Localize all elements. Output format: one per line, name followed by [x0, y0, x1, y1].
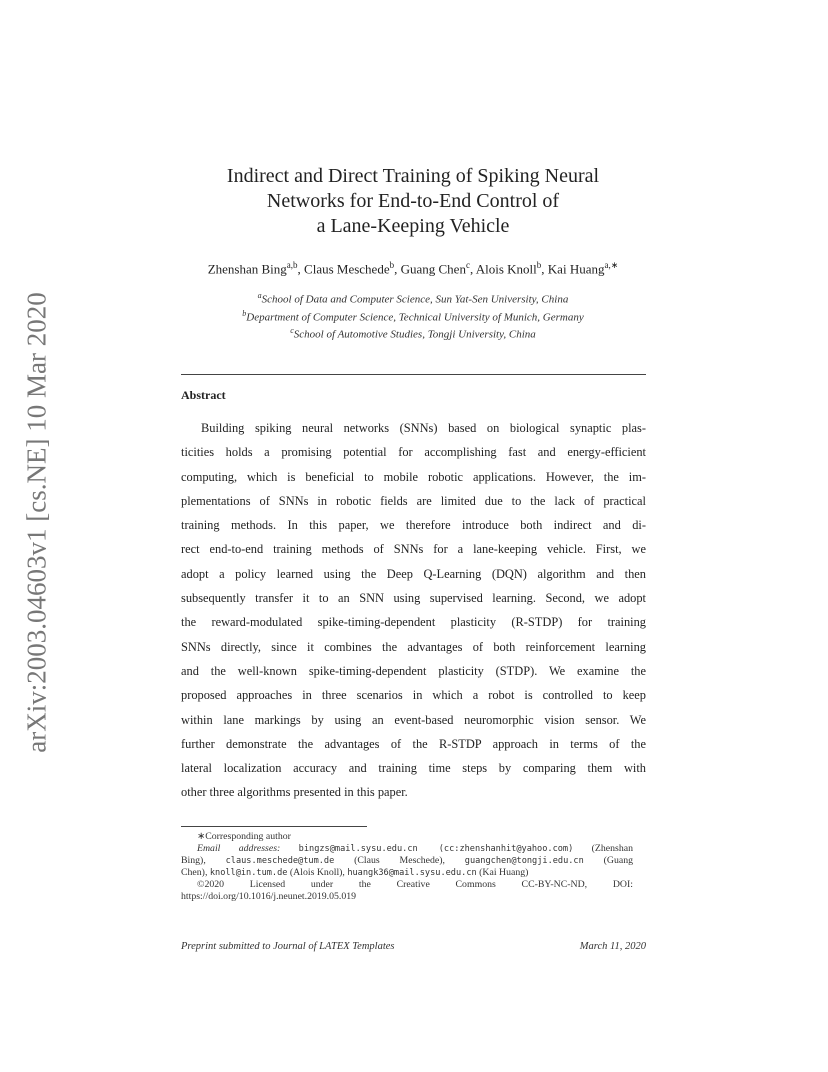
author-name: Kai Huang [547, 261, 605, 277]
email-line [181, 867, 633, 879]
email-owner: (Guang [583, 855, 633, 866]
email-line [181, 843, 633, 855]
footer-date: March 11, 2020 [579, 941, 646, 952]
abstract-line: rect end-to-end training methods of SNNs for a lane-keeping vehicle. First, we [181, 542, 646, 557]
title-line: Networks for End-to-End Control of [266, 190, 560, 212]
email-owner: (Claus Meschede), [334, 855, 465, 866]
abstract-line: SNNs directly, since it combines the advantages of both reinforcement learning [181, 639, 646, 654]
author-name: Claus Meschede [304, 261, 390, 277]
email-owner: Bing), [181, 855, 226, 866]
footnote-rule [181, 826, 367, 827]
affiliation-mark: a [257, 291, 262, 300]
affiliation [180, 289, 646, 307]
author-name: Guang Chen [400, 261, 466, 277]
abstract-line: proposed approaches in three scenarios in which a robot is controlled to keep [181, 688, 646, 703]
email-label: Email addresses: [197, 843, 281, 854]
paper-title [180, 164, 646, 239]
corresponding-author-note: ∗Corresponding author [197, 831, 291, 842]
email-owner: (Zhenshan [573, 843, 633, 854]
affiliation-text: School of Automotive Studies, Tongji University, China [293, 328, 536, 341]
page-footer [181, 941, 646, 952]
footnotes [181, 831, 633, 903]
affiliation [180, 324, 646, 342]
author-separator: , [541, 261, 548, 277]
abstract-line: Building spiking neural networks (SNNs) based on biological synaptic plas- [201, 421, 646, 435]
email-owner: Chen), [181, 867, 210, 878]
email-address[interactable]: claus.meschede@tum.de [225, 856, 335, 866]
abstract-line: subsequently transfer it to an SNN using supervised learning. Second, we adopt [181, 591, 646, 606]
affiliation-mark: c [290, 326, 294, 336]
author-affil-mark: a,b [286, 260, 298, 270]
author-separator: , [394, 261, 401, 277]
author-affil-mark: b [389, 260, 395, 270]
abstract-body [181, 416, 646, 805]
email-line [181, 855, 633, 867]
author-name: Alois Knoll [475, 261, 537, 277]
affiliation [180, 307, 646, 325]
affiliation-list [180, 289, 646, 342]
affiliation-mark: b [242, 308, 247, 318]
arxiv-side-identifier [4, 285, 70, 760]
abstract-line: ticities holds a promising potential for accomplishing fast and energy-efficient [181, 445, 646, 460]
title-line: a Lane-Keeping Vehicle [316, 215, 510, 237]
abstract-heading: Abstract [181, 388, 226, 402]
email-address[interactable]: huangk36@mail.sysu.edu.cn [347, 868, 477, 878]
abstract-line: adopt a policy learned using the Deep Q-Learning (DQN) algorithm and then [181, 566, 646, 581]
abstract-line: computing, which is beneficial to mobile robotic applications. However, the im- [181, 469, 646, 484]
abstract-line: the reward-modulated spike-timing-dependent plasticity (R-STDP) for training [181, 615, 646, 630]
email-owner: (Kai Huang) [476, 867, 529, 878]
affiliation-text: Department of Computer Science, Technical University of Munich, Germany [246, 311, 584, 324]
doi-link[interactable]: https://doi.org/10.1016/j.neunet.2019.05.019 [181, 891, 357, 902]
author-name: Zhenshan Bing [207, 261, 287, 277]
abstract-line: training methods. In this paper, we therefore introduce both indirect and di- [181, 518, 646, 533]
abstract-line: other three algorithms presented in this paper. [181, 785, 408, 800]
email-address[interactable]: bingzs@mail.sysu.edu.cn (cc:zhenshanhit@yahoo.com) [298, 844, 574, 854]
email-address[interactable]: knoll@in.tum.de [209, 868, 288, 878]
email-owner: (Alois Knoll), [287, 867, 348, 878]
affiliation-text: School of Data and Computer Science, Sun Yat-Sen University, China [261, 293, 569, 306]
abstract-line: within lane markings by using an event-based neuromorphic vision sensor. We [181, 712, 646, 727]
author-separator: , [297, 261, 305, 277]
author-list [160, 260, 666, 277]
title-line: Indirect and Direct Training of Spiking Neural [226, 165, 600, 187]
abstract-line: lateral localization accuracy and training time steps by comparing them with [181, 761, 646, 776]
abstract-top-rule [181, 374, 646, 375]
abstract-line: further demonstrate the advantages of the R-STDP approach in terms of the [181, 736, 646, 751]
footer-preprint-note: Preprint submitted to Journal of LATEX Templates [181, 941, 395, 952]
author-affil-mark: a,∗ [604, 260, 619, 270]
arxiv-identifier-text: arXiv:2003.04603v1 [cs.NE] 10 Mar 2020 [21, 292, 52, 753]
author-affil-mark: c [465, 260, 470, 270]
author-affil-mark: b [536, 260, 542, 270]
email-address[interactable]: guangchen@tongji.edu.cn [464, 856, 584, 866]
abstract-line: plementations of SNNs in robotic fields are limited due to the lack of practical [181, 493, 646, 508]
license-note: ©2020 Licensed under the Creative Commons CC-BY-NC-ND, DOI: [197, 879, 633, 890]
author-separator: , [469, 261, 476, 277]
abstract-line: and the well-known spike-timing-dependent plasticity (STDP). We examine the [181, 663, 646, 678]
